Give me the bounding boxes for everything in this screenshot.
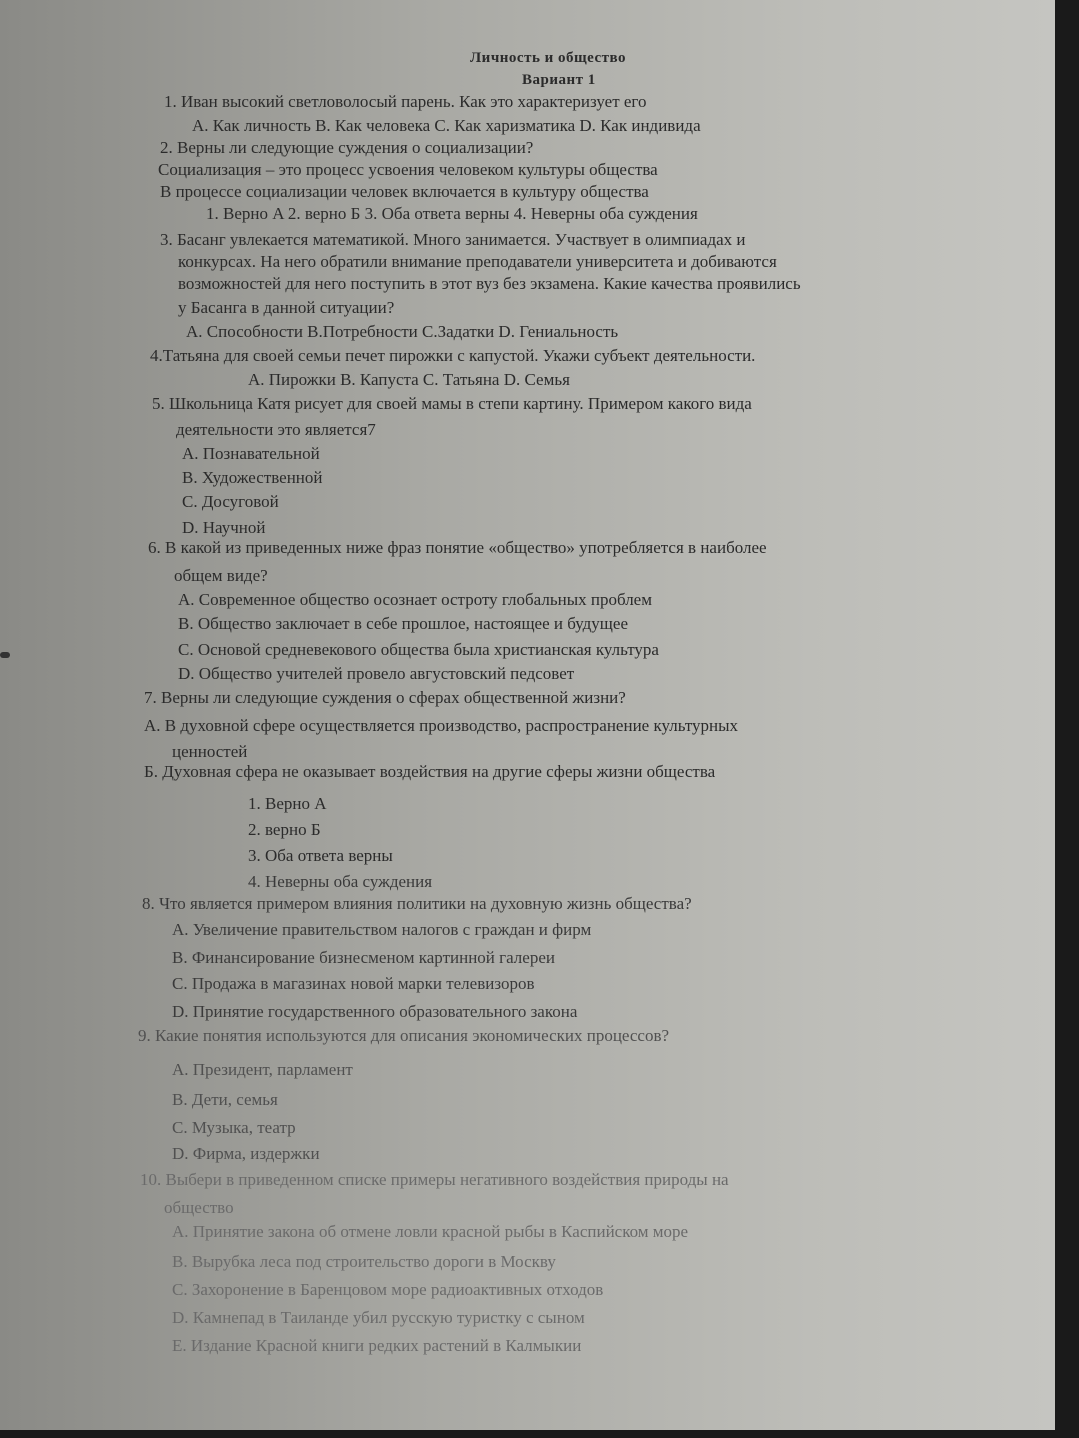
- text-line: 8. Что является примером влияния политики на духовную жизнь общества?: [142, 894, 692, 913]
- text-line: B. Общество заключает в себе прошлое, настоящее и будущее: [178, 614, 628, 633]
- text-line: A. В духовной сфере осуществляется производство, распространение культурных: [144, 716, 739, 735]
- text-line: конкурсах. На него обратили внимание преподаватели университета и добиваются: [178, 252, 777, 271]
- text-line: A. Познавательной: [182, 444, 320, 463]
- text-line: 3. Оба ответа верны: [248, 846, 393, 865]
- text-line: 6. В какой из приведенных ниже фраз понятие «общество» употребляется в наиболее: [148, 538, 767, 557]
- text-line: 1. Иван высокий светловолосый парень. Как это характеризует его: [164, 92, 647, 111]
- text-line: B. Финансирование бизнесменом картинной галереи: [172, 948, 555, 967]
- text-line: 3. Басанг увлекается математикой. Много занимается. Участвует в олимпиадах и: [160, 230, 746, 249]
- text-line: ценностей: [172, 742, 248, 761]
- text-line: В процессе социализации человек включается в культуру общества: [160, 182, 649, 201]
- text-line: E. Издание Красной книги редких растений в Калмыкии: [172, 1336, 582, 1355]
- dark-bottom-edge: [0, 1430, 1079, 1438]
- text-line: D. Камнепад в Таиланде убил русскую туристку с сыном: [172, 1308, 585, 1327]
- text-line: D. Общество учителей провело августовский педсовет: [178, 664, 575, 683]
- text-line: 1. Верно A: [248, 794, 327, 813]
- text-line: D. Фирма, издержки: [172, 1144, 320, 1163]
- text-line: 4. Неверны оба суждения: [248, 872, 433, 891]
- text-line: общем виде?: [174, 566, 268, 585]
- text-line: A. Способности B.Потребности C.Задатки D. Гениальность: [186, 322, 619, 341]
- text-line: A. Принятие закона об отмене ловли красной рыбы в Каспийском море: [172, 1222, 689, 1241]
- text-line: A. Как личность B. Как человека C. Как харизматика D. Как индивида: [192, 116, 701, 135]
- worksheet: [120, 30, 1055, 1430]
- text-line: D. Научной: [182, 518, 266, 537]
- text-line: у Басанга в данной ситуации?: [178, 298, 395, 317]
- text-line: B. Художественной: [182, 468, 323, 487]
- text-line: C. Захоронение в Баренцовом море радиоактивных отходов: [172, 1280, 604, 1299]
- text-line: C. Досуговой: [182, 492, 279, 511]
- text-line: A. Современное общество осознает остроту глобальных проблем: [178, 590, 652, 609]
- text-line: C. Основой средневекового общества была христианская культура: [178, 640, 659, 659]
- text-line: C. Музыка, театр: [172, 1118, 296, 1137]
- doc-title: Личность и общество: [470, 50, 627, 66]
- text-line: 5. Школьница Катя рисует для своей мамы в степи картину. Примером какого вида: [152, 394, 752, 413]
- text-line: D. Принятие государственного образовательного закона: [172, 1002, 578, 1021]
- text-line: A. Президент, парламент: [172, 1060, 353, 1079]
- text-line: Социализация – это процесс усвоения человеком культуры общества: [158, 160, 658, 179]
- text-line: общество: [164, 1198, 234, 1217]
- text-line: C. Продажа в магазинах новой марки телевизоров: [172, 974, 535, 993]
- text-line: 2. верно Б: [248, 820, 321, 839]
- text-line: A. Пирожки B. Капуста C. Татьяна D. Семья: [248, 370, 570, 389]
- paper-mark: [0, 652, 10, 658]
- dark-right-edge: [1055, 0, 1079, 1438]
- text-line: 10. Выбери в приведенном списке примеры негативного воздействия природы на: [140, 1170, 729, 1189]
- text-line: B. Вырубка леса под строительство дороги в Москву: [172, 1252, 556, 1271]
- text-line: Б. Духовная сфера не оказывает воздействия на другие сферы жизни общества: [144, 762, 716, 781]
- text-line: 4.Татьяна для своей семьи печет пирожки с капустой. Укажи субъект деятельности.: [150, 346, 756, 365]
- text-line: A. Увеличение правительством налогов с граждан и фирм: [172, 920, 592, 939]
- text-line: 7. Верны ли следующие суждения о сферах общественной жизни?: [144, 688, 626, 707]
- text-line: деятельности это является7: [176, 420, 376, 439]
- text-line: 9. Какие понятия используются для описания экономических процессов?: [138, 1026, 670, 1045]
- text-line: возможностей для него поступить в этот вуз без экзамена. Какие качества проявились: [178, 274, 801, 293]
- text-line: 1. Верно A 2. верно Б 3. Оба ответа верны 4. Неверны оба суждения: [206, 204, 698, 223]
- variant-title: Вариант 1: [522, 72, 596, 88]
- text-line: 2. Верны ли следующие суждения о социализации?: [160, 138, 534, 157]
- text-line: B. Дети, семья: [172, 1090, 278, 1109]
